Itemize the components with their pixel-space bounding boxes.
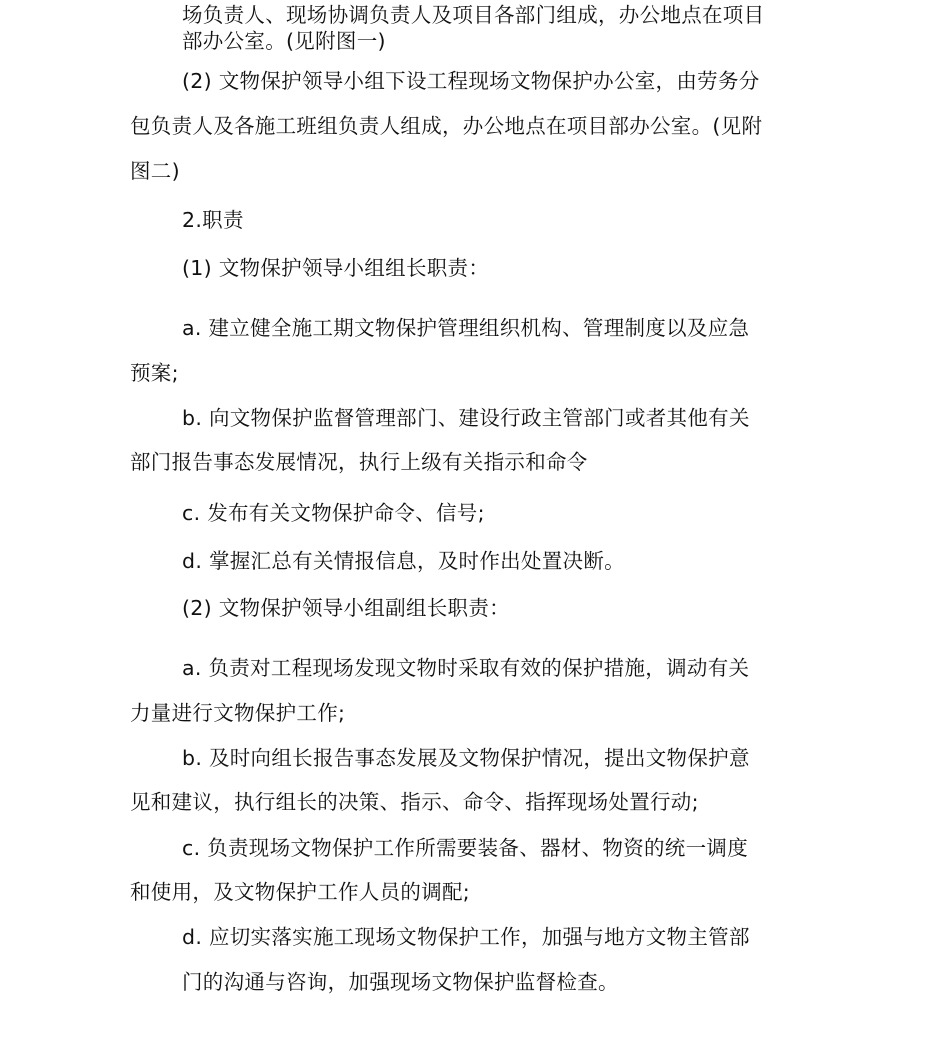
text-line: (2) 文物保护领导小组下设工程现场文物保护办公室，由劳务分 [182,69,760,93]
text-line: a. 负责对工程现场发现文物时采取有效的保护措施，调动有关 [182,656,750,680]
text-line: 预案; [130,361,179,385]
text-line: c. 发布有关文物保护命令、信号; [182,501,485,525]
text-line: 和使用，及文物保护工作人员的调配; [130,880,471,904]
text-line: (2) 文物保护领导小组副组长职责： [182,596,510,620]
text-line: d. 应切实落实施工现场文物保护工作，加强与地方文物主管部 [182,925,750,949]
text-line: b. 向文物保护监督管理部门、建设行政主管部门或者其他有关 [182,406,750,430]
section-heading: 2.职责 [182,208,244,232]
text-line: b. 及时向组长报告事态发展及文物保护情况，提出文物保护意 [182,746,750,770]
text-line: a. 建立健全施工期文物保护管理组织机构、管理制度以及应急 [182,316,750,340]
text-line: (1) 文物保护领导小组组长职责： [182,256,490,280]
text-line: 门的沟通与咨询，加强现场文物保护监督检查。 [182,970,619,994]
text-line: 力量进行文物保护工作; [130,701,346,725]
text-line: 场负责人、现场协调负责人及项目各部门组成，办公地点在项目 [182,3,765,27]
text-line: 包负责人及各施工班组负责人组成，办公地点在项目部办公室。(见附 [130,114,763,138]
text-line: 部门报告事态发展情况，执行上级有关指示和命令 [130,450,588,474]
text-line: 部办公室。(见附图一) [182,29,386,53]
text-line: 图二) [130,159,180,183]
text-line: d. 掌握汇总有关情报信息，及时作出处置决断。 [182,549,625,573]
text-line: 见和建议，执行组长的决策、指示、命令、指挥现场处置行动; [130,790,699,814]
text-line: c. 负责现场文物保护工作所需要装备、器材、物资的统一调度 [182,836,749,860]
